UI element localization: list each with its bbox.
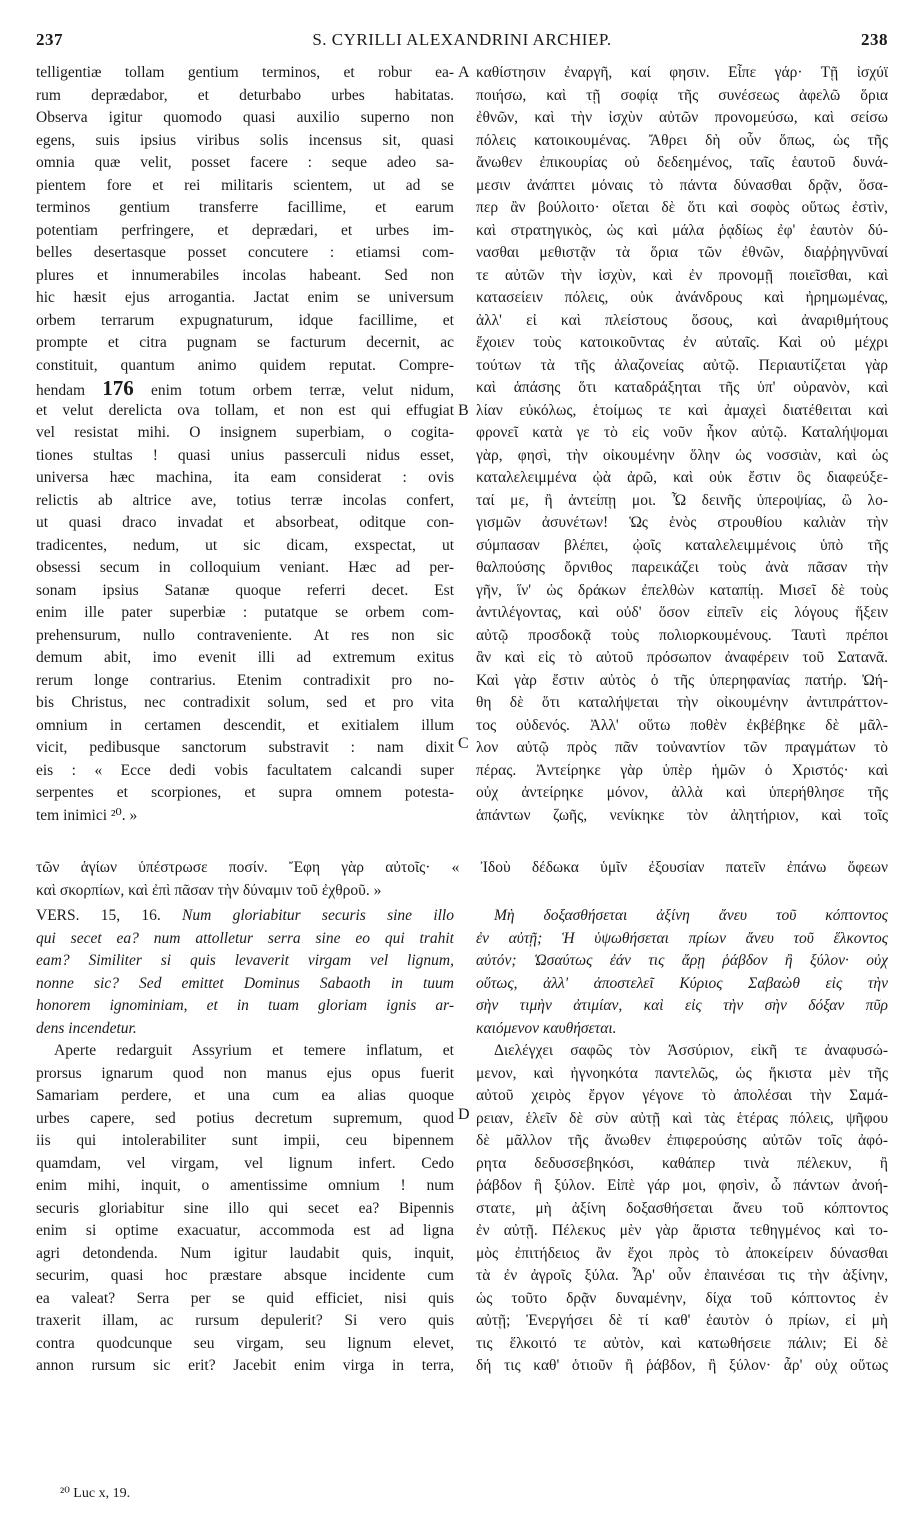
text-line: τούτων τὰ τῆς ἀλαζονείας αὐτῷ. Περιαυτίζεται γὰρ (476, 356, 888, 374)
text-line: demum abit, imo evenit illi ad extremum exitus (36, 649, 454, 666)
text-line: φρονεῖ κατὰ γε τὸ εἰς νοῦν ἧκον αὐτῷ. Καταλήψομαι (476, 424, 888, 441)
text-line: bis Christus, nec contradixit solum, sed et pro vita (36, 694, 454, 711)
text-line: ἐν αὐτῇ. Πέλεκυς μὲν γὰρ ἄριστα τεθηγμένος καὶ το- (476, 1222, 888, 1239)
text-line: securim, quasi hoc præstare absque incidente cum (36, 1267, 454, 1284)
page-header (36, 30, 888, 56)
greek-column-lower (476, 905, 888, 1378)
text-line: τις ἕλκοιτό τε αὐτὸν, καὶ κατωθήσειε πάλιν; Εἰ δὲ (476, 1334, 888, 1352)
text-line: ποιήσω, καὶ τῇ σοφίᾳ τῆς συνέσεως ἀφελῶ ὅρια (476, 86, 888, 104)
text-line: tradicentes, nedum, ut sic dicam, exspectat, ut (36, 536, 454, 554)
text-line: περ ἂν βούλοιτο· οἴεται δὲ ὅτι καὶ σοφὸς οὕτως ἐστὶν, (476, 199, 888, 216)
text-line: ἀντιλέγοντας, καὶ οὐδ' ὅσον εἰπεῖν εἰς λόγους ἥξειν (476, 604, 888, 621)
full-width-line: καὶ σκορπίων, καὶ ἐπὶ πᾶσαν τὴν δύναμιν τοῦ ἐχθροῦ. » (36, 882, 382, 899)
text-line: καὶ στρατηγικὸς, ὡς καὶ μάλα ῥᾳδίως ἐφ' ἑαυτὸν δύ- (476, 221, 888, 239)
text-line: στατε, μὴ ἀξίνη δοξασθήσεται ἄνευ τοῦ κόπτοντος (476, 1199, 888, 1217)
text-line: ἀλλ' εἰ καὶ πλείστους ὅσους, καὶ ἀναριθμήτους (476, 311, 888, 329)
text-line: πέρας. Ἀντείρηκε γὰρ ὑπὲρ ἡμῶν ὁ Χριστός· καὶ (476, 761, 888, 779)
text-line: quamdam, vel virgam, vel lignum infert. Cedo (36, 1154, 454, 1172)
verse-label: VERS. 15, 16. (36, 907, 161, 924)
text-line: ρειαν, ἑλεῖν δὲ σὺν αὐτῇ καὶ τὰς ἑτέρας πόλεις, ψῆφου (476, 1109, 888, 1127)
text-line: omnia quæ velit, posset facere : seque adeo sa- (36, 154, 454, 171)
text-line: ὡς τοῦτο δρᾷν δυναμένην, δίχα τοῦ κόπτοντος ἐν (476, 1289, 888, 1307)
text-line: annon rursum sic erit? Jacebit enim virga in terra, (36, 1357, 454, 1374)
text-line: rerum longe contrarius. Etenim contradixit pro no- (36, 671, 454, 689)
text-line: VERS. 15, 16. Num gloriabitur securis sine illo (36, 907, 454, 924)
page-marker: 176 (102, 377, 134, 400)
text-line: nonne sic? Sed emittet Dominus Sabaoth in tuum (36, 974, 454, 992)
text-line: belles desertasque posset concutere : etiamsi com- (36, 244, 454, 261)
margin-letter-a: A (458, 64, 470, 81)
text-line: terminos gentium transferre facillime, et earum (36, 199, 454, 216)
text-line: honorem ignominiam, et in tuam gloriam ignis ar- (36, 997, 454, 1014)
full-width-line: τῶν ἁγίων ὑπέστρωσε ποσίν. Ἔφη γὰρ αὐτοῖς· « Ἰδοὺ δέδωκα ὑμῖν ἐξουσίαν πατεῖν ἐπάνω ὄφεων (36, 859, 888, 876)
text-line: δὲ μᾶλλον τῆς ἄνωθεν ἐπιφερούσης αὐτῶν τοῖς ἀφό- (476, 1132, 888, 1149)
footnote: ²⁰ Luc x, 19. (60, 1486, 131, 1501)
text-line: δή τις καθ' ὁτιοῦν ἢ ῥάβδον, ἢ ξύλον· ἆρ' οὐχ οὕτως (476, 1357, 888, 1374)
text-line: enim ille pater superbiæ : putatque se orbem com- (36, 604, 454, 621)
text-line: universa hæc machina, ita eam considerat : ovis (36, 469, 454, 486)
text-line: ἂν καὶ εἰς τὸ αὐτοῦ πρόσωπον ἀναφέρειν τοῦ Σατανᾶ. (476, 649, 888, 666)
text-line: securis gloriabitur sine illo qui secet ea? Bipennis (36, 1199, 454, 1217)
text-line: Καὶ γὰρ ἔστιν αὐτὸς ὁ τῆς ὑπερηφανίας πατήρ. Ὠή- (476, 671, 888, 689)
text-line: ταί με, ἢ ἀντείπῃ μοι. Ὦ δεινῆς ὑπεροψίας, ὢ λο- (476, 491, 888, 509)
page-number-left: 237 (36, 30, 63, 49)
text-line: ἐν αὐτῇ; Ἡ ὑψωθήσεται πρίων ἄνευ τοῦ ἕλκοντος (476, 929, 888, 947)
text-line: κατασείειν πόλεις, οὐκ ἀνάνδρους καὶ ἠρημωμένας, (476, 289, 888, 306)
text-line: θη δὲ ὅτι καταλήψεται τὴν οἰκουμένην ἀντιπράττον- (476, 694, 888, 711)
text-line: telligentiæ tollam gentium terminos, et robur ea- (36, 64, 454, 81)
text-line: Διελέγχει σαφῶς τὸν Ἀσσύριον, εἰκῆ τε ἀναφυσώ- (494, 1042, 888, 1059)
text-line: θαλπούσης ὄρνιθος παρεικάζει τοὺς ἀνὰ πᾶσαν τὴν (476, 559, 888, 576)
margin-letter-d: D (458, 1106, 470, 1123)
text-line: νασθαι μεθιστᾷν τὰ ὅρια τῶν ἐθνῶν, διαῤῥηγνῦναί (476, 244, 888, 261)
text-line: μεσιν ἀνάπτει μόναις τὸ πάντα δύνασθαι δρᾷν, ὅσα- (476, 176, 888, 194)
text-line: ut quasi draco invadat et absorbeat, oditque con- (36, 514, 454, 531)
text-line: Observa igitur quomodo quasi auxilio superno non (36, 109, 454, 126)
text-line: καθίστησιν ἐναργῆ, καί φησιν. Εἶπε γάρ· Τῇ ἰσχύϊ (476, 64, 888, 81)
text-line: orbem terrarum expugnaturum, idque facillime, et (36, 311, 454, 329)
text-line: rum deprædabor, et deturbabo urbes habitatas. (36, 86, 454, 104)
text-line: γὰρ, φησὶ, τὴν οἰκουμένην ὅλην ὡς νοσσιὰν, καὶ ὡς (476, 446, 888, 464)
text-line: traxerit illam, ac rursum depulerit? Si vero quis (36, 1312, 454, 1329)
text-line: iis qui intolerabiliter sunt impii, ceu bipennem (36, 1132, 454, 1149)
text-line: omnium in certamen descendit, et exitialem illum (36, 716, 454, 734)
text-line: καιόμενον καυθήσεται. (476, 1019, 617, 1037)
page-number-right: 238 (861, 30, 888, 49)
text-line: tiones stultas ! quasi unius passerculi nidus esset, (36, 446, 454, 464)
text-line: tem inimici ²⁰. » (36, 806, 138, 824)
text-line: potentiam perfringere, et deprædari, et urbes im- (36, 221, 454, 239)
greek-column (476, 62, 888, 827)
text-line: αὐτόν; Ὡσαύτως ἐάν τις ἄρῃ ῥάβδον ἢ ξύλον· οὐχ (476, 952, 888, 969)
text-line: ῥάβδον ἢ ξύλον. Εἰπὲ γάρ μοι, φησὶν, ὦ πάντων ἀνοή- (476, 1177, 888, 1194)
text-line: Aperte redarguit Assyrium et temere inflatum, et (54, 1042, 454, 1059)
text-line: hic hæsit ejus arrogantia. Jactat enim se universum (36, 289, 454, 306)
latin-column-lower (36, 905, 454, 1378)
text-line: enim mihi, inquit, o amentissime omnium ! num (36, 1177, 454, 1194)
text-line: αὐτοῦ χειρὸς ἔργον γέγονε τὸ ἀπολέσαι τὴν Σαμά- (476, 1087, 888, 1104)
text-line: αὐτῷ προσδοκᾷ τοὺς πολιορκουμένους. Ταυτὶ πρέποι (476, 626, 888, 644)
text-line: μὸς ἐπιτήδειος ἂν ἔχοι πρὸς τὸ ἀποκείρειν δύνασθαι (476, 1244, 888, 1262)
text-line: prehensurum, nullo contraveniente. At res non sic (36, 626, 454, 644)
text-line: enim si optime exacuatur, accommoda est ad ligna (36, 1222, 454, 1239)
text-line: contra quodcunque seu virgam, seu lignum elevet, (36, 1334, 454, 1352)
margin-letter-c: C (458, 735, 469, 752)
text-line: ea valeat? Serra per se quid efficiet, nisi quis (36, 1289, 454, 1307)
text-line: αὐτῇ; Ἐνεργήσει δὲ τί καθ' ἑαυτὸν ὁ πρίων, εἰ μὴ (476, 1312, 888, 1329)
text-line: prompte et citra pugnam se facturum decernit, ac (36, 334, 454, 351)
text-line: σύμπασαν βλέπει, ᾠοῖς καταλελειμμένοις ὑπὸ τῆς (476, 536, 888, 554)
text-line: ἁπάντων ζωῆς, νενίκηκε τὸν ἀλητήριον, καὶ τοῖς (476, 806, 888, 824)
text-line: τὰ ἐν ἀγροῖς ξύλα. Ἆρ' οὖν ἐπαινέσαι τις τὴν ἀξίνην, (476, 1267, 888, 1284)
text-line: τος οὐδενός. Ἀλλ' οὕτω ποθὲν ἐκβέβηκε δὲ μᾶλ- (476, 716, 888, 734)
text-line: οὕτως, ἀλλ' ἀποστελεῖ Κύριος Σαβαὼθ εἰς τὴν (476, 974, 888, 992)
text-line: σὴν τιμὴν ἀτιμίαν, καὶ εἰς τὴν σὴν δόξαν πῦρ (476, 997, 888, 1014)
text-line: Samariam perdere, et una cum ea alias quoque (36, 1087, 454, 1104)
text-line: ἔχοιεν τοὺς κατοικοῦντας ἐν αὐταῖς. Καὶ οὐ μέχρι (476, 334, 888, 351)
text-line: γῆν, ἵν' ὡς δράκων ἐπελθὼν καταπίῃ. Μισεῖ δὲ τοὺς (476, 581, 888, 599)
text-line: et velut derelicta ova tollam, et non est qui effugiat (36, 401, 454, 419)
latin-column (36, 62, 454, 827)
text-line: plures et innumerabiles incolas habeant. Sed non (36, 266, 454, 284)
text-line: καὶ ἁπάσης ὅτι καταδράξηται τῆς ὑπ' οὐρανὸν, καὶ (476, 379, 888, 396)
text-line: πόλεις κατοικουμένας. Ἄθρει δὴ οὖν ὅπως, ὡς τῆς (476, 131, 888, 149)
text-line: λον αὐτῷ πρὸς πᾶν τοὐναντίον τῶν πραγμάτων τὸ (476, 739, 888, 756)
text-line: καταλελειμμένα ᾠὰ ἀρῶ, καὶ οὐκ ἔστιν ὃς διαφεύξε- (476, 469, 888, 486)
text-line: Μὴ δοξασθήσεται ἀξίνη ἄνευ τοῦ κόπτοντος (494, 907, 888, 924)
text-line: vicit, pedibusque sanctorum substravit : nam dixit (36, 739, 454, 756)
text-line: οὐχ ἀντείρηκε μόνον, ἀλλὰ καὶ ὑπερήθλησε τῆς (476, 784, 888, 801)
text-line: hendam 176 enim totum orbem terræ, velut nidum, (36, 377, 454, 400)
text-line: γισμῶν ἀσυνέτων! Ὡς ἑνὸς στρουθίου καλιὰν τὴν (476, 514, 888, 531)
text-line: λίαν εὐκόλως, ἑτοίμως τε καὶ ἀμαχεὶ διατέθειται καὶ (476, 401, 888, 419)
text-line: τε αὐτῶν τὴν ἰσχὺν, καὶ ἐν προνομῇ ποιεῖσθαι, καὶ (476, 266, 888, 284)
text-line: relictis ab altrice ave, totius terræ incolas confert, (36, 491, 454, 509)
text-line: constituit, quantum animo quidem reputat. Compre- (36, 356, 454, 374)
text-line: agri detondenda. Num igitur laudabit quis, inquit, (36, 1244, 454, 1262)
text-line: egens, suis ipsius viribus solis incensus sit, quasi (36, 131, 454, 149)
text-line: sonam ipsius Satanæ quoque referri decet. Est (36, 581, 454, 599)
text-line: eam? Similiter si quis levaverit virgam vel lignum, (36, 952, 454, 969)
text-line: ρητα δεδυσσεβηκόσι, καθάπερ τινὰ πέλεκυν, ἢ (476, 1154, 888, 1172)
text-line: urbes capere, sed potius decretum supremum, quod (36, 1109, 454, 1127)
text-line: pientem fore et rei militaris scientem, ut ad se (36, 176, 454, 194)
text-line: dens incendetur. (36, 1019, 137, 1037)
text-line: prorsus ignarum quod non manus ejus opus fuerit (36, 1064, 454, 1082)
text-line: eis : « Ecce dedi vobis facultatem calcandi super (36, 761, 454, 779)
text-line: serpentes et scorpiones, et supra omnem potesta- (36, 784, 454, 801)
text-line: obsessi secum in colloquium veniant. Hæc ad per- (36, 559, 454, 576)
text-line: ἄνωθεν ἐπικουρίας οὐ δεδεημένος, ταῖς ἑαυτοῦ δυνά- (476, 154, 888, 171)
text-line: ἐθνῶν, καὶ τὴν ἰσχὺν αὐτῶν προνομεύσω, καὶ σείσω (476, 109, 888, 126)
text-line: vel resistat mihi. O insignem superbiam, o cogita- (36, 424, 454, 441)
margin-letter-b: B (458, 402, 469, 419)
text-line: qui secet ea? num attolletur serra sine eo qui trahit (36, 929, 454, 947)
text-line: μενον, καὶ ἠγνοηκότα παντελῶς, ὡς ἥκιστα μὲν τῆς (476, 1064, 888, 1082)
running-title: S. CYRILLI ALEXANDRINI ARCHIEP. (312, 30, 612, 49)
